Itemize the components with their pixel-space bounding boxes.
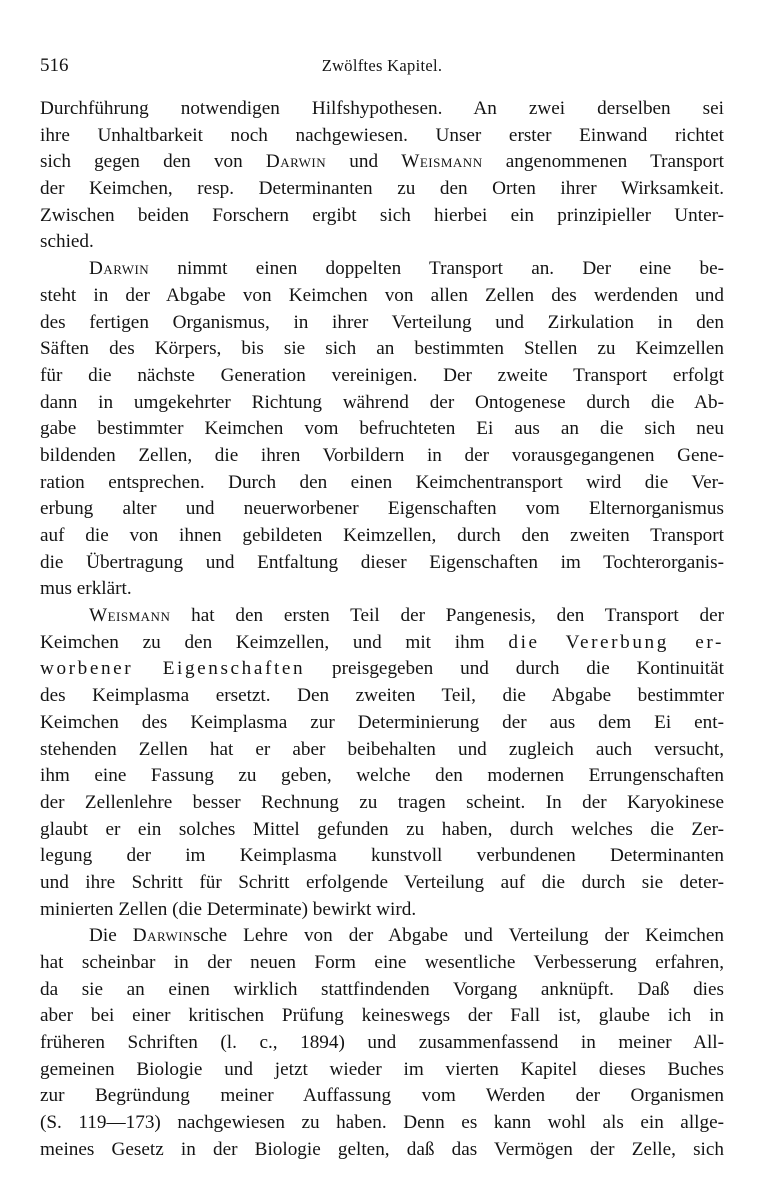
text-line: glaubt er ein solches Mittel gefunden zu haben, durch welches die Zer- (40, 818, 724, 840)
text-line: erbung alter und neuerworbener Eigenschaften vom Elternorganismus (40, 498, 724, 520)
text-line (40, 256, 724, 283)
body-text (40, 96, 724, 1164)
text-line (40, 603, 724, 630)
text-line: Keimchen des Keimplasma zur Determinierung der aus dem Ei ent- (40, 711, 724, 733)
running-head (40, 52, 724, 80)
text-line: legung der im Keimplasma kunstvoll verbundenen Determinanten (40, 845, 724, 867)
text-segment: hat den ersten Teil der Pangenesis, den Transport der (170, 605, 724, 627)
text-line: zur Begründung meiner Auffassung vom Werden der Organismen (40, 1085, 724, 1107)
spaced-emphasis: worbener Eigenschaften (40, 658, 306, 680)
text-line: ihm eine Fassung zu geben, welche den modernen Errungenschaften (40, 765, 724, 787)
text-line: schied. (40, 231, 94, 253)
text-line: ration entsprechen. Durch den einen Keimchentransport wird die Ver- (40, 471, 724, 493)
text-line: früheren Schriften (l. c., 1894) und zusammenfassend in meiner All- (40, 1032, 724, 1054)
text-line (40, 630, 724, 657)
text-line: steht in der Abgabe von Keimchen von allen Zellen des werdenden und (40, 284, 724, 306)
page-number: 516 (40, 55, 69, 76)
text-line: Zwischen beiden Forschern ergibt sich hierbei ein prinzipieller Unter- (40, 204, 724, 226)
text-segment: und (326, 151, 402, 173)
text-segment: angenommenen Transport (482, 151, 724, 173)
text-segment: sche Lehre von der Abgabe und Verteilung der Keimchen (192, 925, 724, 947)
text-line: ihre Unhaltbarkeit noch nachgewiesen. Unser erster Einwand richtet (40, 124, 724, 146)
text-line: und ihre Schritt für Schritt erfolgende Verteilung auf die durch sie deter- (40, 871, 724, 893)
name-small-caps: Darwin (265, 151, 327, 173)
text-line: auf die von ihnen gebildeten Keimzellen, durch den zweiten Transport (40, 525, 724, 546)
text-line: Säften des Körpers, bis sie sich an bestimmten Stellen zu Keimzellen (40, 338, 724, 360)
text-segment: Keimchen zu den Keimzellen, und mit ihm (40, 631, 509, 653)
text-segment: Die (89, 925, 133, 947)
text-line: da sie an einen wirklich stattfindenden Vorgang anknüpft. Daß dies (40, 978, 724, 1000)
text-line: für die nächste Generation vereinigen. Der zweite Transport erfolgt (40, 364, 724, 386)
text-line (40, 656, 724, 683)
text-line: dann in umgekehrter Richtung während der Ontogenese durch die Ab- (40, 391, 724, 413)
spaced-emphasis: die Vererbung er- (508, 631, 724, 653)
text-segment: preisgegeben und durch die Kontinuität (305, 658, 724, 680)
text-segment: nimmt einen doppelten Transport an. Der eine be- (149, 258, 724, 280)
text-line: Durchführung notwendigen Hilfshypothesen. An zwei derselben sei (40, 98, 724, 119)
chapter-title: Zwölftes Kapitel. (321, 56, 443, 75)
text-line: stehenden Zellen hat er aber beibehalten und zugleich auch versucht, (40, 738, 724, 760)
name-small-caps: Darwin (132, 925, 193, 947)
text-line: bildenden Zellen, die ihren Vorbildern in der vorausgegangenen Gene- (40, 444, 724, 466)
text-line: mus erklärt. (40, 578, 132, 600)
text-line: gabe bestimmter Keimchen vom befruchteten Ei aus an die sich neu (40, 418, 724, 440)
text-segment: sich gegen den von (40, 151, 266, 173)
text-line: des fertigen Organismus, in ihrer Verteilung und Zirkulation in den (40, 311, 724, 333)
text-line: des Keimplasma ersetzt. Den zweiten Teil, die Abgabe bestimmter (40, 685, 724, 707)
name-small-caps: Weismann (401, 151, 483, 173)
text-line: meines Gesetz in der Biologie gelten, daß das Vermögen der Zelle, sich (40, 1138, 724, 1160)
text-line: der Keimchen, resp. Determinanten zu den Orten ihrer Wirksamkeit. (40, 178, 724, 200)
text-line: gemeinen Biologie und jetzt wieder im vierten Kapitel dieses Buches (40, 1058, 724, 1080)
text-line: (S. 119—173) nachgewiesen zu haben. Denn es kann wohl als ein allge- (40, 1112, 724, 1134)
text-line: aber bei einer kritischen Prüfung keineswegs der Fall ist, glaube ich in (40, 1005, 724, 1027)
text-line: die Übertragung und Entfaltung dieser Eigenschaften im Tochterorganis- (40, 551, 724, 573)
text-line: der Zellenlehre besser Rechnung zu tragen scheint. In der Karyokinese (40, 791, 724, 813)
text-line: minierten Zellen (die Determinate) bewirkt wird. (40, 898, 417, 920)
name-small-caps: Weismann (89, 605, 171, 627)
text-line (40, 149, 724, 176)
name-small-caps: Darwin (89, 258, 150, 280)
text-line (40, 923, 724, 950)
text-line: hat scheinbar in der neuen Form eine wesentliche Verbesserung erfahren, (40, 952, 724, 973)
